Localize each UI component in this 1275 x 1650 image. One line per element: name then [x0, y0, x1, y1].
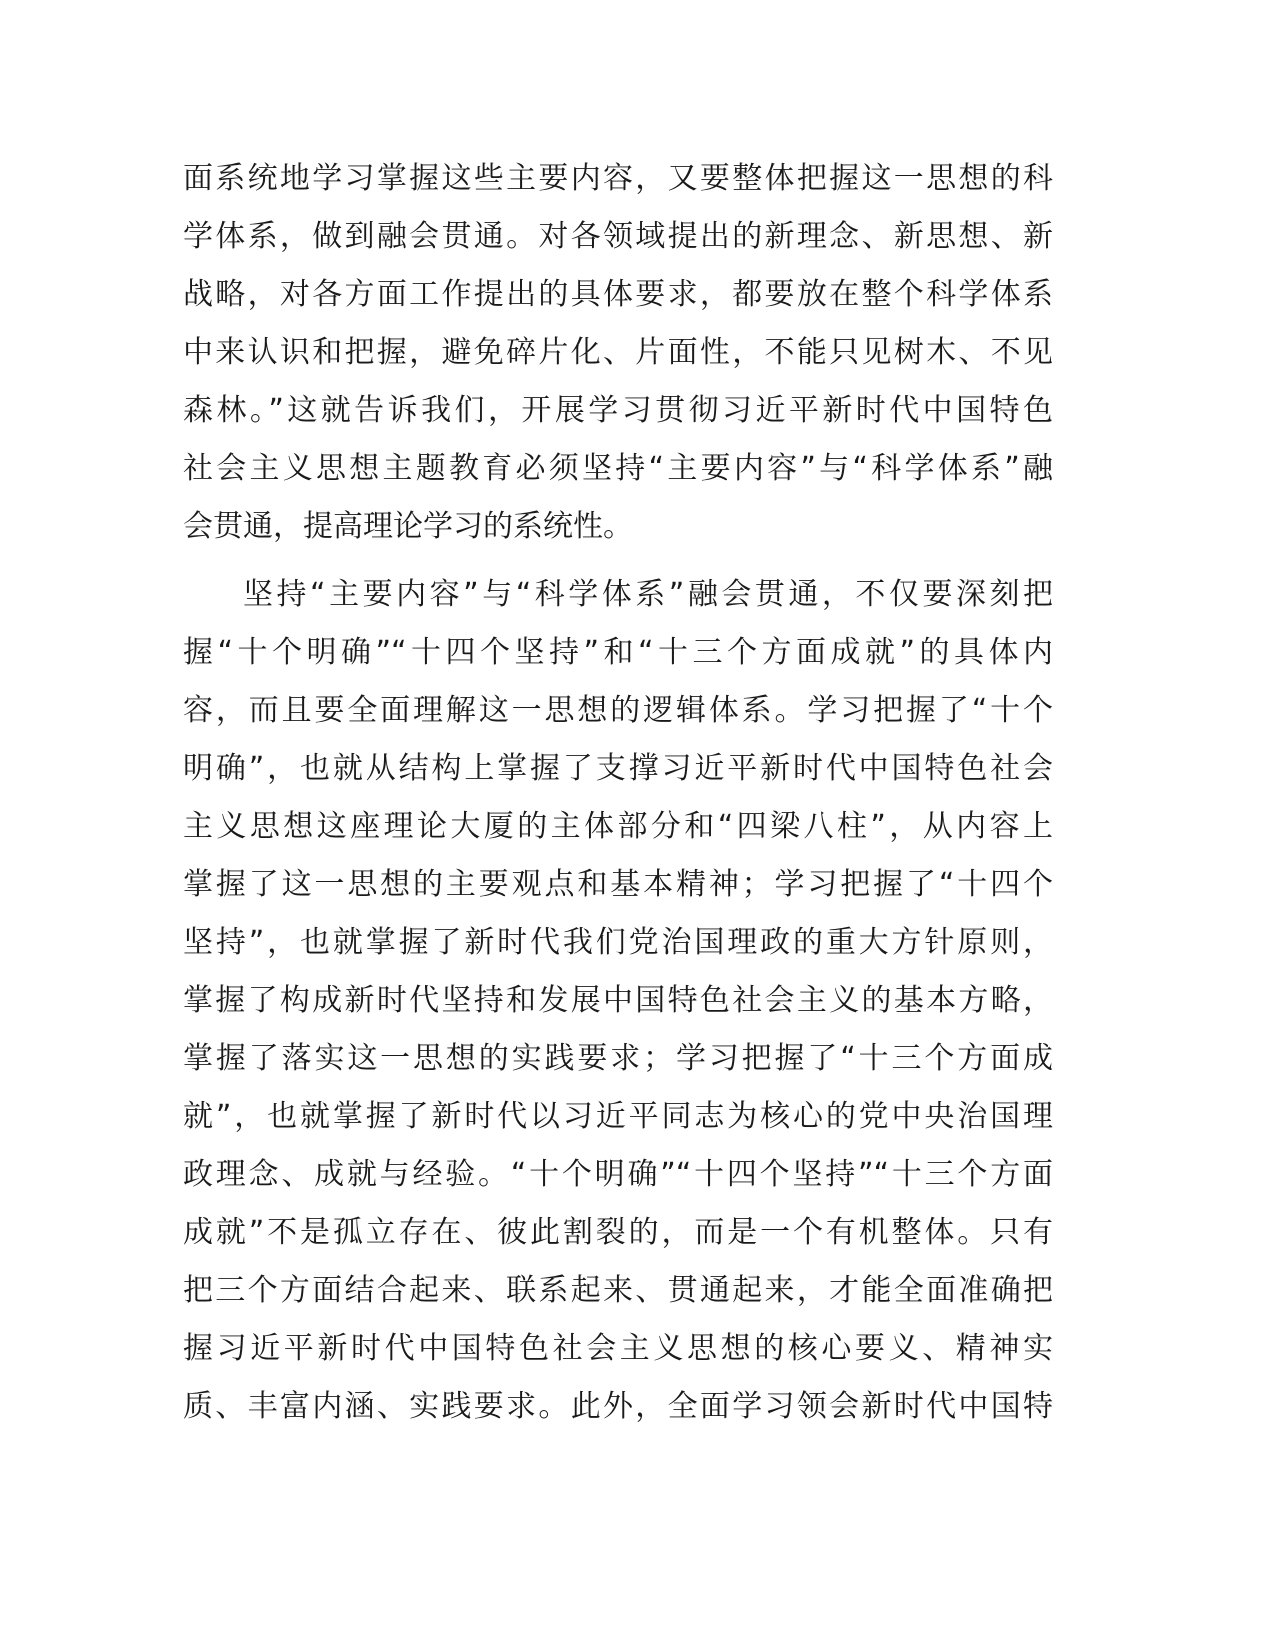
text-line: 社会主义思想主题教育必须坚持“主要内容”与“科学体系”融 — [183, 451, 1053, 486]
text-line: 坚持”，也就掌握了新时代我们党治国理政的重大方针原则， — [183, 925, 1053, 960]
text-line: 中来认识和把握，避免碎片化、片面性，不能只见树木、不见 — [183, 335, 1053, 370]
paragraph-2 — [183, 566, 1053, 1436]
text-line: 森林。”这就告诉我们，开展学习贯彻习近平新时代中国特色 — [183, 393, 1053, 428]
text-line: 容，而且要全面理解这一思想的逻辑体系。学习把握了“十个 — [183, 693, 1053, 728]
text-line: 掌握了构成新时代坚持和发展中国特色社会主义的基本方略， — [183, 983, 1053, 1018]
text-line: 成就”不是孤立存在、彼此割裂的，而是一个有机整体。只有 — [183, 1215, 1053, 1250]
text-line: 政理念、成就与经验。“十个明确”“十四个坚持”“十三个方面 — [183, 1157, 1053, 1192]
text-line: 把三个方面结合起来、联系起来、贯通起来，才能全面准确把 — [183, 1273, 1053, 1308]
text-line: 握习近平新时代中国特色社会主义思想的核心要义、精神实 — [183, 1331, 1053, 1366]
text-line: 明确”，也就从结构上掌握了支撑习近平新时代中国特色社会 — [183, 751, 1053, 786]
text-line: 战略，对各方面工作提出的具体要求，都要放在整个科学体系 — [183, 277, 1053, 312]
text-line: 学体系，做到融会贯通。对各领域提出的新理念、新思想、新 — [183, 219, 1053, 254]
text-line: 面系统地学习掌握这些主要内容，又要整体把握这一思想的科 — [183, 161, 1053, 196]
text-line: 握“十个明确”“十四个坚持”和“十三个方面成就”的具体内 — [183, 635, 1053, 670]
body-text — [183, 150, 1053, 1436]
text-line: 质、丰富内涵、实践要求。此外，全面学习领会新时代中国特 — [183, 1389, 1053, 1424]
text-line: 主义思想这座理论大厦的主体部分和“四梁八柱”，从内容上 — [183, 809, 1053, 844]
text-line: 掌握了这一思想的主要观点和基本精神；学习把握了“十四个 — [183, 867, 1053, 902]
text-line: 就”，也就掌握了新时代以习近平同志为核心的党中央治国理 — [183, 1099, 1053, 1134]
paragraph-1 — [183, 150, 1053, 556]
text-line: 坚持“主要内容”与“科学体系”融会贯通，不仅要深刻把 — [243, 577, 1053, 612]
text-line: 会贯通，提高理论学习的系统性。 — [183, 509, 633, 544]
text-line: 掌握了落实这一思想的实践要求；学习把握了“十三个方面成 — [183, 1041, 1053, 1076]
